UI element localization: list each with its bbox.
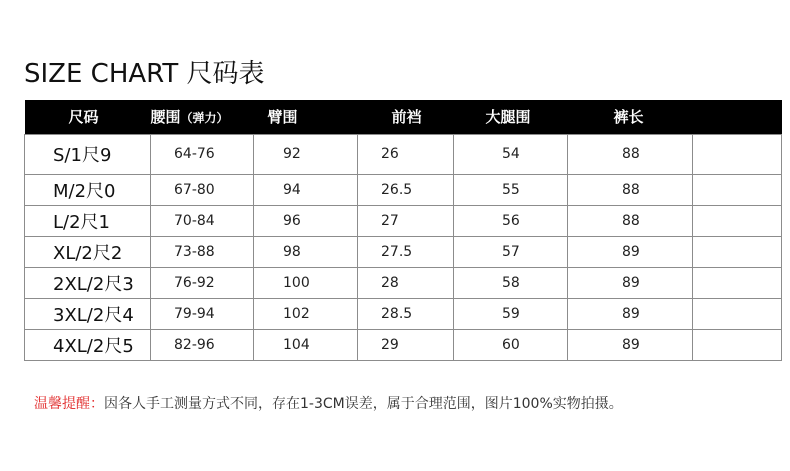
header-arm: 臂围 — [267, 108, 298, 127]
cell-arm: 102 — [254, 298, 358, 329]
cell-size: M/2尺0 — [25, 174, 151, 205]
cell-length: 89 — [568, 236, 693, 267]
cell-thigh: 57 — [454, 236, 568, 267]
cell-arm: 96 — [254, 205, 358, 236]
table-header-row — [25, 100, 782, 134]
table-row — [25, 134, 782, 174]
cell-rise: 29 — [358, 329, 454, 360]
cell-length: 88 — [568, 134, 693, 174]
cell-arm: 92 — [254, 134, 358, 174]
cell-extra — [693, 174, 782, 205]
cell-waist: 73-88 — [151, 236, 254, 267]
table-row — [25, 298, 782, 329]
header-rise: 前裆 — [391, 108, 422, 127]
table-row — [25, 174, 782, 205]
size-chart-table — [24, 100, 782, 361]
cell-extra — [693, 298, 782, 329]
cell-rise: 27.5 — [358, 236, 454, 267]
cell-arm: 94 — [254, 174, 358, 205]
cell-rise: 27 — [358, 205, 454, 236]
table-row — [25, 329, 782, 360]
cell-size: S/1尺9 — [25, 134, 151, 174]
cell-thigh: 55 — [454, 174, 568, 205]
cell-extra — [693, 236, 782, 267]
page-title: SIZE CHART 尺码表 — [24, 59, 265, 89]
cell-extra — [693, 134, 782, 174]
cell-length: 88 — [568, 174, 693, 205]
cell-waist: 64-76 — [151, 134, 254, 174]
header-length: 裤长 — [613, 108, 644, 127]
cell-length: 88 — [568, 205, 693, 236]
cell-size: XL/2尺2 — [25, 236, 151, 267]
cell-thigh: 59 — [454, 298, 568, 329]
cell-thigh: 56 — [454, 205, 568, 236]
cell-size: 3XL/2尺4 — [25, 298, 151, 329]
header-waist — [151, 100, 254, 134]
cell-waist: 76-92 — [151, 267, 254, 298]
cell-waist: 70-84 — [151, 205, 254, 236]
cell-extra — [693, 267, 782, 298]
table-row — [25, 267, 782, 298]
cell-waist: 67-80 — [151, 174, 254, 205]
cell-size: L/2尺1 — [25, 205, 151, 236]
cell-thigh: 58 — [454, 267, 568, 298]
header-extra — [693, 100, 782, 134]
header-thigh: 大腿围 — [485, 108, 531, 127]
header-size: 尺码 — [68, 108, 99, 127]
cell-thigh: 54 — [454, 134, 568, 174]
header-waist-note: （弹力） — [180, 111, 229, 126]
cell-rise: 26 — [358, 134, 454, 174]
cell-size: 2XL/2尺3 — [25, 267, 151, 298]
cell-extra — [693, 205, 782, 236]
cell-arm: 98 — [254, 236, 358, 267]
measurement-note — [34, 394, 623, 414]
cell-length: 89 — [568, 298, 693, 329]
cell-length: 89 — [568, 329, 693, 360]
cell-extra — [693, 329, 782, 360]
cell-rise: 26.5 — [358, 174, 454, 205]
cell-length: 89 — [568, 267, 693, 298]
cell-waist: 79-94 — [151, 298, 254, 329]
cell-waist: 82-96 — [151, 329, 254, 360]
cell-thigh: 60 — [454, 329, 568, 360]
cell-arm: 100 — [254, 267, 358, 298]
cell-arm: 104 — [254, 329, 358, 360]
note-text: 因各人手工测量方式不同，存在1-3CM误差，属于合理范围，图片100%实物拍摄。 — [104, 396, 623, 412]
header-waist-label: 腰围 — [150, 108, 181, 127]
cell-rise: 28.5 — [358, 298, 454, 329]
table-row — [25, 236, 782, 267]
cell-size: 4XL/2尺5 — [25, 329, 151, 360]
cell-rise: 28 — [358, 267, 454, 298]
table-row — [25, 205, 782, 236]
note-label: 温馨提醒： — [34, 396, 104, 412]
